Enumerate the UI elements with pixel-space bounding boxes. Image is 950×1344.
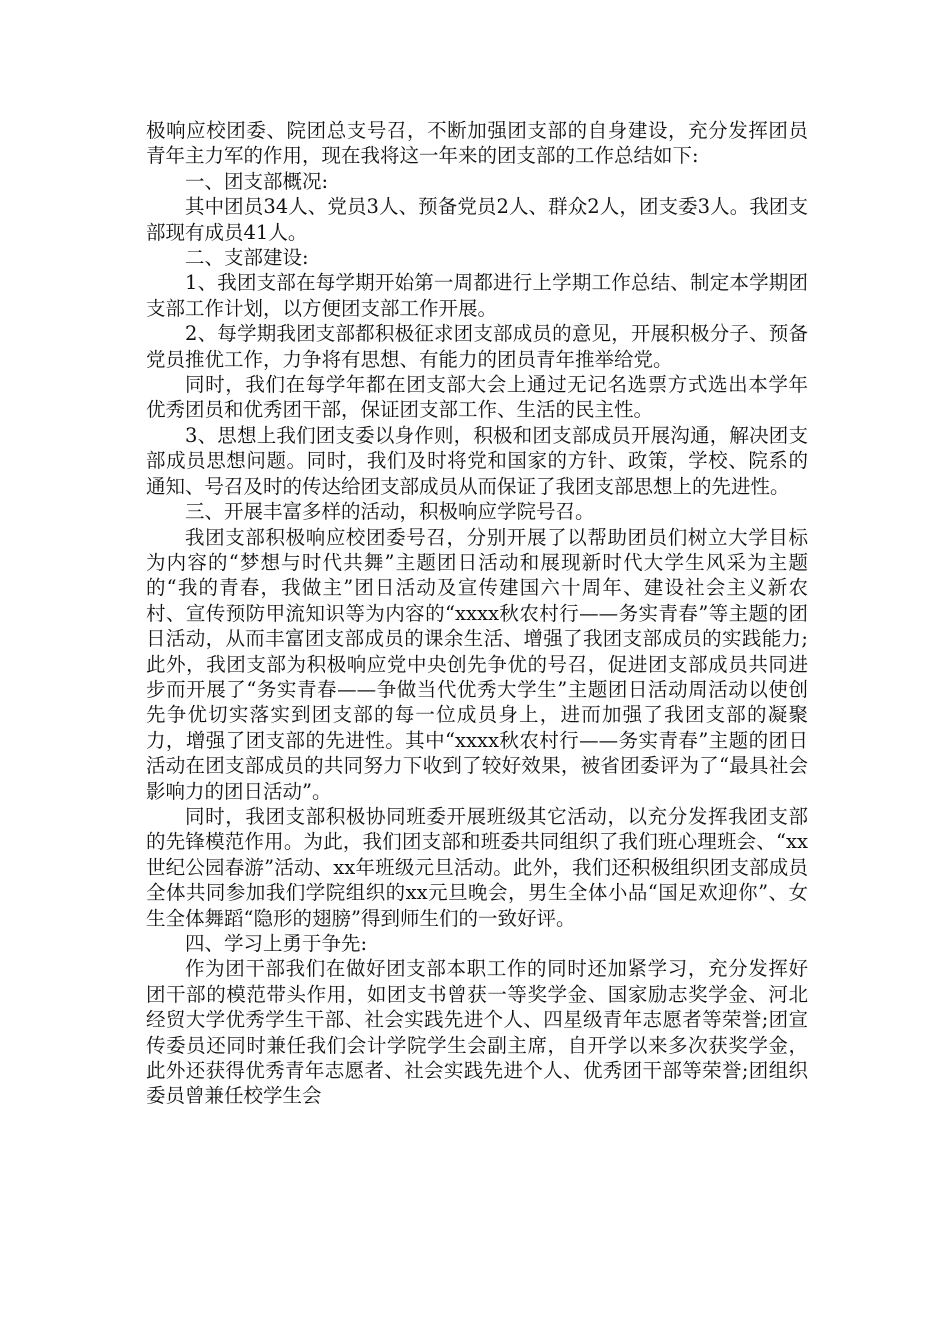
- paragraph-intro-continuation: 极响应校团委、院团总支号召，不断加强团支部的自身建设，充分发挥团员青年主力军的作用，现在我将这一年来的团支部的工作总结如下:: [146, 119, 808, 168]
- paragraph-election: 同时，我们在每学年都在团支部大会上通过无记名选票方式选出本学年优秀团员和优秀团干部，保证团支部工作、生活的民主性。: [146, 373, 808, 422]
- section-heading-overview: 一、团支部概况:: [185, 169, 329, 193]
- section-heading-activities: 三、开展丰富多样的活动，积极响应学院号召。: [185, 500, 595, 524]
- paragraph-class-activities: 同时，我团支部积极协同班委开展班级其它活动，以充分发挥我团支部的先锋模范作用。为此，我们团支部和班委共同组织了我们班心理班会、“xx世纪公园春游”活动、xx年班级元旦活动。此外，我们还积极组织团支部成员全体共同参加我们学院组织的xx元旦晚会，男生全体小品“国足欢迎你”、女生全体舞蹈“隐形的翅膀”得到师生们的一致好评。: [146, 804, 808, 930]
- document-page: [146, 118, 808, 1109]
- paragraph-item-3: 3、思想上我们团支委以身作则，积极和团支部成员开展沟通，解决团支部成员思想问题。同时，我们及时将党和国家的方针、政策，学校、院系的通知、号召及时的传达给团支部成员从而保证了我团支部思想上的先进性。: [146, 423, 808, 498]
- paragraph-study: 作为团干部我们在做好团支部本职工作的同时还加紧学习，充分发挥好团干部的模范带头作用，如团支书曾获一等奖学金、国家励志奖学金、河北经贸大学优秀学生干部、社会实践先进个人、四星级青年志愿者等荣誉;团宣传委员还同时兼任我们会计学院学生会副主席，自开学以来多次获奖学金，此外还获得优秀青年志愿者、社会实践先进个人、优秀团干部等荣誉;团组织委员曾兼任校学生会: [146, 957, 808, 1108]
- paragraph-activities: 我团支部积极响应校团委号召，分别开展了以帮助团员们树立大学目标为内容的“梦想与时代共舞”主题团日活动和展现新时代大学生风采为主题的“我的青春，我做主”团日活动及宣传建国六十周年、建设社会主义新农村、宣传预防甲流知识等为内容的“xxxx秋农村行——务实青春”等主题的团日活动，从而丰富团支部成员的课余生活、增强了我团支部成员的实践能力;此外，我团支部为积极响应党中央创先争优的号召，促进团支部成员共同进步而开展了“务实青春——争做当代优秀大学生”主题团日活动周活动以使创先争优切实落实到团支部的每一位成员身上，进而加强了我团支部的凝聚力，增强了团支部的先进性。其中“xxxx秋农村行——务实青春”主题的团日活动在团支部成员的共同努力下收到了较好效果，被省团委评为了“最具社会影响力的团日活动”。: [146, 525, 808, 803]
- paragraph-membership: 其中团员34人、党员3人、预备党员2人、群众2人，团支委3人。我团支部现有成员41人。: [146, 195, 808, 244]
- paragraph-item-2: 2、每学期我团支部都积极征求团支部成员的意见，开展积极分子、预备党员推优工作，力争将有思想、有能力的团员青年推举给党。: [146, 322, 808, 371]
- section-heading-branch-building: 二、支部建设:: [185, 246, 309, 270]
- paragraph-item-1: 1、我团支部在每学期开始第一周都进行上学期工作总结、制定本学期团支部工作计划，以方便团支部工作开展。: [146, 271, 808, 320]
- section-heading-study: 四、学习上勇于争先:: [185, 932, 368, 955]
